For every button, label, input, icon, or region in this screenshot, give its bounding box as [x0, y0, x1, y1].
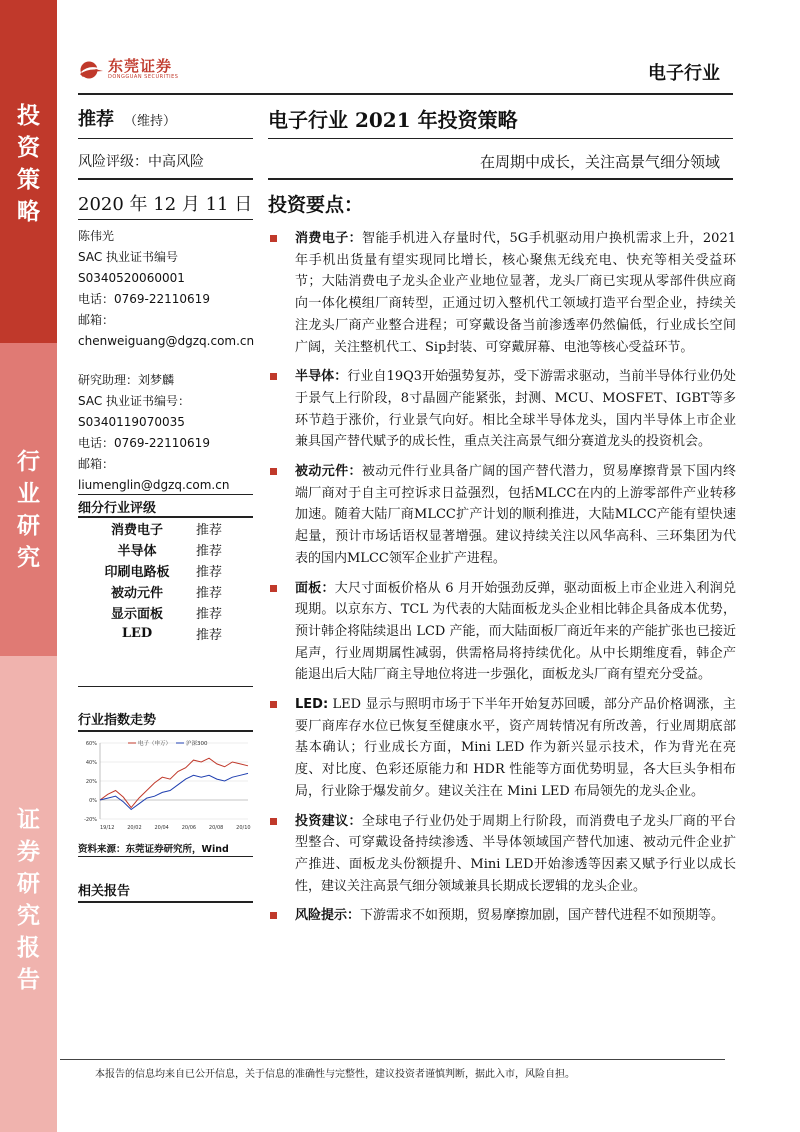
- bullet-icon: [270, 585, 277, 592]
- y-tick-label: 0%: [89, 798, 97, 804]
- key-point: [268, 578, 736, 687]
- footer-disclaimer: 本报告的信息均来自已公开信息，关于信息的准确性与完整性，建议投资者谨慎判断，据此入市，风险自担。: [95, 1069, 575, 1080]
- analyst-line: 电话：0769-22110619: [78, 292, 210, 306]
- key-point: [268, 461, 736, 570]
- assistant-email[interactable]: liumenglin@dgzq.com.cn: [78, 478, 230, 492]
- divider: [78, 178, 253, 180]
- risk-rating: 风险评级：中高风险: [78, 154, 204, 170]
- sub-industry-name: LED: [121, 626, 153, 641]
- hs300-index-line: [100, 773, 248, 809]
- bullet-icon: [270, 818, 277, 825]
- sub-industry-name: 印刷电路板: [104, 565, 170, 580]
- sub-industry-rating: 推荐: [196, 607, 223, 622]
- key-point-text: 大尺寸面板价格从 6 月开始强劲反弹，驱动面板上市企业进入利润兑现期。以京东方、TCL 为代表的大陆面板龙头企业相比韩企具备成本优势，预计韩企将陆续退出 LCD 产能，而大陆面板厂商近年来的产能扩张也已接近尾声，行业周期属性减弱，供需格局将持续优化。从中长期维度看，韩企产能退出后大陆厂商主导地位将进一步强化，面板龙头厂商有望充分受益。: [295, 580, 736, 683]
- key-point-heading: 风险提示：: [295, 908, 361, 924]
- related-reports-title: 相关报告: [78, 884, 131, 899]
- chart-source: 资料来源：东莞证券研究所，Wind: [78, 844, 229, 855]
- industry-label: 电子行业: [648, 63, 720, 84]
- key-point-text: 全球电子行业仍处于周期上行阶段，而消费电子龙头厂商的平台型整合、可穿戴设备持续渗透、半导体领域国产替代加速、被动元件企业扩产推进、面板龙头份额提升、Mini LED开始渗透等因素又赋予行业以成长性，建议关注高景气细分领域兼具长期成长逻辑的龙头企业。: [295, 813, 736, 894]
- sub-industry-name: 显示面板: [110, 607, 163, 622]
- analyst-line: 陈伟光: [78, 229, 115, 243]
- side-char: 策: [17, 167, 40, 193]
- x-tick-label: 20/10: [236, 825, 251, 831]
- index-chart: [78, 735, 253, 835]
- side-label-industry-research: [0, 343, 57, 656]
- sub-industry-name: 消费电子: [110, 523, 163, 538]
- divider: [78, 686, 253, 687]
- rating-row: [78, 602, 253, 623]
- index-chart-svg: [78, 735, 253, 835]
- side-char: 资: [17, 135, 40, 161]
- key-point-heading: 半导体：: [295, 369, 348, 385]
- assistant-line: S0340119070035: [78, 415, 185, 429]
- side-char: 究: [17, 903, 40, 929]
- side-char: 行: [17, 449, 40, 475]
- sub-ratings-title: 细分行业评级: [78, 501, 157, 516]
- sub-industry-rating: 推荐: [196, 628, 223, 643]
- divider: [78, 494, 253, 495]
- key-point-text: LED 显示与照明市场于下半年开始复苏回暖，部分产品价格调涨，主要厂商库存水位已恢复至健康水平，资产周转情况有所改善，行业周期底部基本确认；行业成长方面，Mini LED 作为新兴显示技术，作为背光在亮度、对比度、色彩还原能力和 HDR 性能等方面优势明显，各大巨头争相布局，行业除于爆发前夕。建议关注在 Mini LED 布局领先的龙头企业。: [295, 697, 736, 799]
- sub-industry-rating: 推荐: [196, 544, 223, 559]
- sub-industry-rating: 推荐: [196, 565, 223, 580]
- y-tick-label: 60%: [85, 741, 97, 747]
- side-char: 略: [17, 199, 40, 225]
- y-tick-label: -20%: [84, 817, 97, 823]
- divider: [268, 178, 733, 180]
- bullet-icon: [270, 468, 277, 475]
- side-char: 业: [17, 481, 40, 507]
- key-point-text: 下游需求不如预期，贸易摩擦加剧，国产替代进程不如预期等。: [360, 908, 725, 924]
- side-char: 究: [17, 545, 40, 571]
- legend-hs300: 沪深300: [186, 741, 208, 747]
- rating-row: [78, 623, 253, 644]
- rating-row: [78, 518, 253, 539]
- sub-industry-rating: 推荐: [196, 523, 223, 538]
- sub-industry-name: 半导体: [117, 544, 157, 559]
- x-tick-label: 20/06: [181, 825, 197, 831]
- divider: [78, 138, 253, 139]
- analyst-info: [78, 226, 254, 352]
- divider: [78, 856, 253, 857]
- key-point-text: 智能手机进入存量时代，5G手机驱动用户换机需求上升，2021年手机出货量有望实现同比增长，核心聚焦无线充电、快充等相关受益环节；大陆消费电子龙头企业产业地位显著，龙头厂商已实现从零部件供应商向一体化模组厂商转型，正通过切入整机代工领域打造平台型企业，持续关注龙头厂商产业整合进程；可穿戴设备当前渗透率仍然偏低，行业成长空间广阔，关注整机代工、Sip封装、可穿戴屏幕、电池等核心受益环节。: [295, 231, 736, 355]
- bullet-icon: [270, 373, 277, 380]
- assistant-line: 邮箱：: [78, 457, 115, 471]
- key-point-heading: LED:: [295, 697, 329, 713]
- key-point-heading: 消费电子：: [295, 231, 363, 246]
- index-chart-title: 行业指数走势: [78, 713, 157, 728]
- key-point: [268, 905, 736, 927]
- side-char: 证: [17, 807, 40, 833]
- assistant-info: [78, 370, 229, 496]
- key-point: [268, 366, 736, 453]
- x-tick-label: 19/12: [100, 825, 115, 831]
- side-label-strategy: [0, 0, 57, 343]
- sub-industry-name: 被动元件: [110, 586, 163, 601]
- logo-name: 东莞证券: [108, 57, 173, 75]
- header-rule: [78, 93, 733, 95]
- x-tick-label: 20/08: [208, 825, 224, 831]
- y-tick-label: 20%: [85, 779, 97, 785]
- x-tick-label: 20/02: [127, 825, 142, 831]
- bullet-icon: [270, 235, 277, 242]
- divider: [78, 730, 253, 732]
- side-char: 报: [17, 935, 40, 961]
- key-point-heading: 被动元件：: [295, 464, 362, 480]
- side-char: 研: [17, 513, 40, 539]
- rating-row: [78, 539, 253, 560]
- company-logo: [78, 59, 178, 81]
- key-point: [268, 228, 736, 358]
- assistant-line: 电话：0769-22110619: [78, 436, 210, 450]
- analyst-line: 邮箱：: [78, 313, 115, 327]
- logo-subtitle: DONGGUAN SECURITIES: [108, 74, 179, 80]
- report-date: 2020 年 12 月 11 日: [78, 194, 253, 215]
- rating-value: 推荐: [78, 109, 114, 130]
- key-point-heading: 投资建议：: [295, 813, 362, 829]
- side-banner: [0, 0, 57, 1132]
- analyst-line: SAC 执业证书编号: [78, 250, 179, 264]
- side-char: 投: [17, 103, 40, 129]
- bullet-icon: [270, 701, 277, 708]
- sub-industry-rating: 推荐: [196, 586, 223, 601]
- rating-row: [78, 581, 253, 602]
- key-point-text: 行业自19Q3开始强势复苏，受下游需求驱动，当前半导体行业仍处于景气上行阶段，8寸晶圆产能紧张，封测、MCU、MOSFET、IGBT等多环节趋于涨价，行业景气向好。相比全球半导体龙头，国内半导体上市企业兼具国产替代赋予的成长性，重点关注高景气细分赛道龙头的投资机会。: [295, 369, 736, 450]
- key-point: [268, 694, 736, 803]
- analyst-line: S0340520060001: [78, 271, 185, 285]
- sub-ratings-table: [78, 518, 253, 644]
- analyst-email[interactable]: chenweiguang@dgzq.com.cn: [78, 334, 255, 348]
- divider: [78, 901, 253, 903]
- side-label-securities-report: [0, 656, 57, 1132]
- logo-icon: [78, 60, 104, 80]
- legend-electronics: 电子（申万）: [138, 741, 172, 747]
- rating-row: [78, 560, 253, 581]
- divider: [78, 219, 253, 220]
- report-subtitle: 在周期中成长，关注高景气细分领域: [479, 153, 720, 171]
- side-char: 券: [17, 839, 40, 865]
- key-point-heading: 面板：: [295, 580, 335, 596]
- y-tick-label: 40%: [85, 760, 97, 766]
- assistant-line: 研究助理：刘梦麟: [78, 373, 175, 387]
- report-title: 电子行业 2021 年投资策略: [268, 108, 518, 132]
- key-points-list: [268, 228, 736, 935]
- assistant-line: SAC 执业证书编号：: [78, 394, 191, 408]
- rating-label: [78, 105, 176, 131]
- side-char: 研: [17, 871, 40, 897]
- bullet-icon: [270, 912, 277, 919]
- key-point: [268, 811, 736, 898]
- x-tick-label: 20/04: [154, 825, 169, 831]
- side-char: 告: [17, 967, 40, 993]
- footer-rule: [60, 1059, 725, 1060]
- rating-note: （维持）: [124, 114, 177, 129]
- key-points-title: 投资要点：: [268, 194, 364, 216]
- divider: [268, 138, 733, 139]
- key-point-text: 被动元件行业具备广阔的国产替代潜力，贸易摩擦背景下国内终端厂商对于自主可控诉求日益强烈，包括MLCC在内的上游零部件产业转移加速。随着大陆厂商MLCC扩产计划的顺利推进，大陆MLCC产能有望快速起量，预计市场话语权显著增强。建议持续关注以风华高科、三环集团为代表的国内MLCC领军企业扩产进程。: [295, 464, 736, 566]
